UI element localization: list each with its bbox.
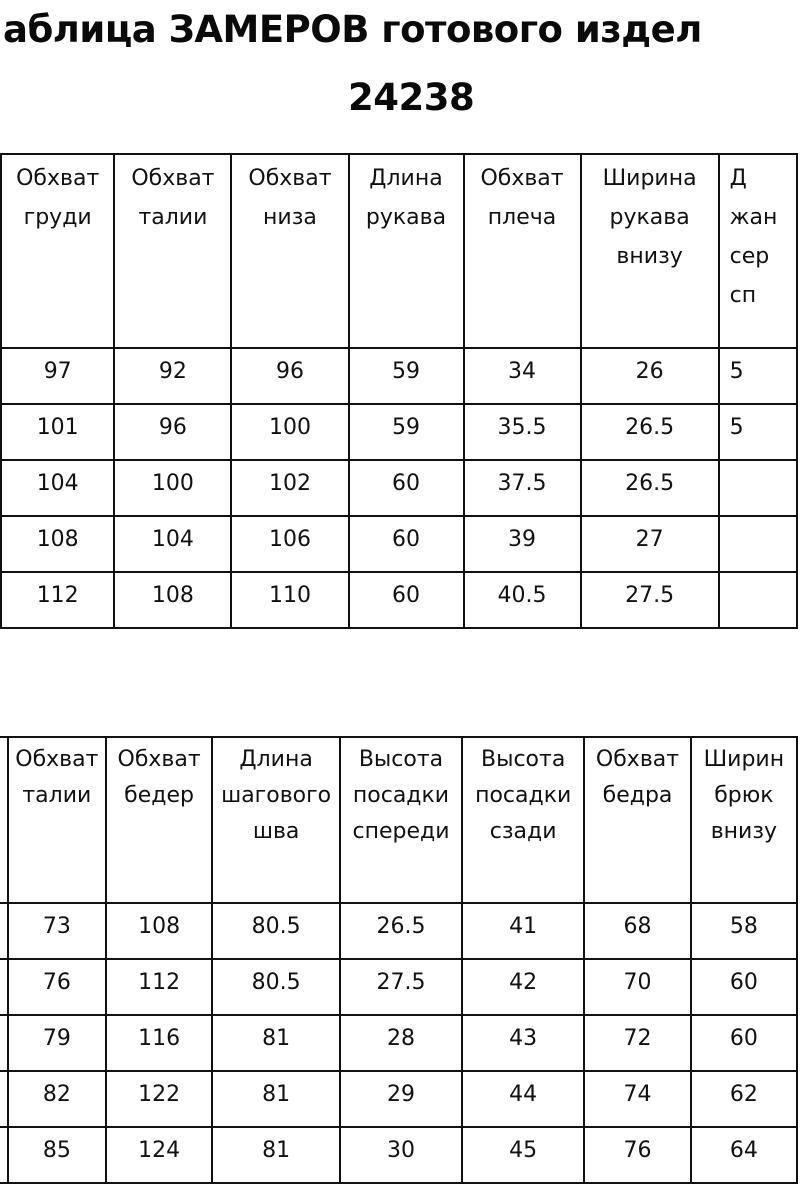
table-cell: 29 [340, 1071, 462, 1127]
header-text: сер [729, 244, 770, 269]
header-text: шва [252, 819, 300, 844]
table-cell: 102 [231, 460, 348, 516]
header-text: Обхват [480, 166, 564, 191]
table-cell: 43 [462, 1015, 584, 1071]
header-text: жан [729, 205, 778, 230]
table-cell: 96 [114, 404, 231, 460]
table-cell [719, 572, 797, 628]
table-cell: 30 [340, 1127, 462, 1183]
table-cell: 108 [1, 516, 114, 572]
table-cell: 62 [691, 1071, 797, 1127]
header-text: Обхват [131, 166, 215, 191]
header-text: Ширин [703, 747, 785, 772]
table-cell: 45 [462, 1127, 584, 1183]
table-row [0, 348, 797, 404]
table-cell: 108 [114, 572, 231, 628]
header-cell [462, 737, 584, 903]
header-text: талии [138, 205, 208, 230]
table-cell: 26 [581, 348, 719, 404]
table-cell: 122 [106, 1071, 213, 1127]
header-text: талии [22, 783, 92, 808]
table-cell: 72 [584, 1015, 691, 1071]
table-cell: 60 [691, 1015, 797, 1071]
table-row [0, 903, 797, 959]
table-cell: 79 [8, 1015, 106, 1071]
table-cell: 60 [349, 460, 464, 516]
table-row [0, 1127, 797, 1183]
table-cell [0, 1127, 8, 1183]
header-text: Д [729, 166, 747, 191]
table-row [0, 572, 797, 628]
header-text: Ширина [602, 166, 697, 191]
table-row [0, 404, 797, 460]
table-cell: 37.5 [464, 460, 581, 516]
table-cell: 68 [584, 903, 691, 959]
table-cell [0, 959, 8, 1015]
table-cell: 104 [1, 460, 114, 516]
table-cell [719, 516, 797, 572]
header-text: Обхват [16, 166, 100, 191]
header-text: сп [729, 283, 757, 308]
table-cell: 44 [462, 1071, 584, 1127]
table-cell: 60 [349, 572, 464, 628]
table-cell: 116 [106, 1015, 213, 1071]
header-text: посадки [475, 783, 572, 808]
header-cell [106, 737, 213, 903]
table-cell: 108 [106, 903, 213, 959]
header-text: плеча [487, 205, 557, 230]
header-text: внизу [710, 819, 778, 844]
table-row [0, 959, 797, 1015]
header-cell [8, 737, 106, 903]
table-cell: 97 [1, 348, 114, 404]
table-cell: 100 [231, 404, 348, 460]
table-cell: 110 [231, 572, 348, 628]
table-row [0, 460, 797, 516]
table-cell: 124 [106, 1127, 213, 1183]
table-cell: 100 [114, 460, 231, 516]
table-cell: 59 [349, 348, 464, 404]
header-text: сзади [489, 819, 557, 844]
header-cell [114, 154, 231, 348]
header-cell [1, 154, 114, 348]
table-cell: 106 [231, 516, 348, 572]
header-row [0, 154, 797, 348]
table-cell: 101 [1, 404, 114, 460]
table-cell: 34 [464, 348, 581, 404]
table-cell: 26.5 [581, 404, 719, 460]
header-cell [464, 154, 581, 348]
table-cell: 112 [106, 959, 213, 1015]
table-cell: 42 [462, 959, 584, 1015]
header-text: Длина [239, 747, 313, 772]
table-cell: 60 [691, 959, 797, 1015]
table-cell: 41 [462, 903, 584, 959]
table-cell: 27.5 [340, 959, 462, 1015]
header-text: Длина [369, 166, 443, 191]
header-text: Обхват [15, 747, 99, 772]
table-cell: 81 [212, 1015, 340, 1071]
table-cell: 59 [349, 404, 464, 460]
header-text: Высота [481, 747, 566, 772]
table-cell: 5 [719, 404, 797, 460]
table-cell [0, 1015, 8, 1071]
table-cell: 64 [691, 1127, 797, 1183]
header-cell [231, 154, 348, 348]
table-cell: 85 [8, 1127, 106, 1183]
table-cell: 96 [231, 348, 348, 404]
table-cell [0, 1071, 8, 1127]
header-text: Обхват [595, 747, 680, 772]
table-cell: 104 [114, 516, 231, 572]
table-cell: 39 [464, 516, 581, 572]
header-text: рукава [365, 205, 447, 230]
table-cell: 27 [581, 516, 719, 572]
table-cell: 40.5 [464, 572, 581, 628]
table-cell: 80.5 [212, 903, 340, 959]
table-cell: 76 [584, 1127, 691, 1183]
table-cell: 26.5 [340, 903, 462, 959]
table-cell: 82 [8, 1071, 106, 1127]
table-cell: 81 [212, 1127, 340, 1183]
header-text: Обхват [117, 747, 201, 772]
header-text: груди [23, 205, 92, 230]
table-cell: 92 [114, 348, 231, 404]
table-cell [719, 460, 797, 516]
table-cell: 28 [340, 1015, 462, 1071]
table-cell: 26.5 [581, 460, 719, 516]
top-measurements-table [0, 153, 798, 629]
header-text: бедра [602, 783, 673, 808]
header-text: Обхват [248, 166, 332, 191]
header-text: внизу [616, 244, 683, 269]
table-cell: 76 [8, 959, 106, 1015]
table-cell: 74 [584, 1071, 691, 1127]
header-text: бедер [124, 783, 194, 808]
header-text: низа [263, 205, 317, 230]
bottom-measurements-table [0, 736, 798, 1184]
header-text: шагового [221, 783, 332, 808]
header-cell [340, 737, 462, 903]
table-row [0, 1071, 797, 1127]
table-cell [0, 903, 8, 959]
table-cell: 5 [719, 348, 797, 404]
header-cell [719, 154, 797, 348]
table-row [0, 516, 797, 572]
table-cell: 60 [349, 516, 464, 572]
page-title: аблица ЗАМЕРОВ готового издел [3, 8, 702, 51]
table-cell: 73 [8, 903, 106, 959]
header-cell [691, 737, 797, 903]
header-cell [349, 154, 464, 348]
header-row [0, 737, 797, 903]
header-cell [584, 737, 691, 903]
header-text: брюк [714, 783, 774, 808]
header-cell [581, 154, 719, 348]
header-text: Высота [358, 747, 444, 772]
table-cell: 58 [691, 903, 797, 959]
header-cell [0, 737, 8, 903]
table-cell: 70 [584, 959, 691, 1015]
table-cell: 35.5 [464, 404, 581, 460]
table-cell: 81 [212, 1071, 340, 1127]
table-cell: 27.5 [581, 572, 719, 628]
table-cell: 80.5 [212, 959, 340, 1015]
table-cell: 112 [1, 572, 114, 628]
header-text: рукава [609, 205, 690, 230]
table-row [0, 1015, 797, 1071]
article-number: 24238 [348, 76, 475, 119]
header-text: спереди [352, 819, 450, 844]
header-text: посадки [352, 783, 450, 808]
header-cell [212, 737, 340, 903]
